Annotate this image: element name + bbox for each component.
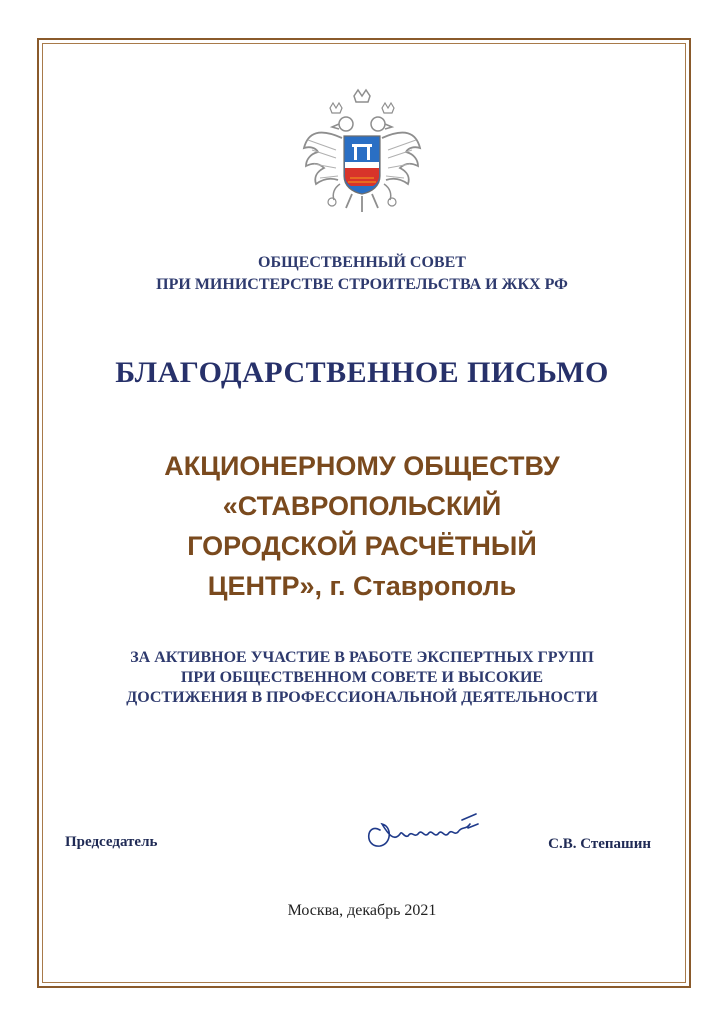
signatory-name: С.В. Степашин xyxy=(548,836,651,852)
recipient-line-2: «СТАВРОПОЛЬСКИЙ xyxy=(222,491,502,521)
reason-line-1: ЗА АКТИВНОЕ УЧАСТИЕ В РАБОТЕ ЭКСПЕРТНЫХ ГРУПП xyxy=(130,649,594,666)
council-line-2: ПРИ МИНИСТЕРСТВЕ СТРОИТЕЛЬСТВА И ЖКХ РФ xyxy=(156,276,568,293)
recipient-block xyxy=(70,446,654,606)
reason-block xyxy=(60,648,664,708)
council-header xyxy=(60,252,664,296)
council-line-1: ОБЩЕСТВЕННЫЙ СОВЕТ xyxy=(258,254,466,271)
reason-line-3: ДОСТИЖЕНИЯ В ПРОФЕССИОНАЛЬНОЙ ДЕЯТЕЛЬНОСТИ xyxy=(126,689,598,706)
signatory-title: Председатель xyxy=(65,834,158,850)
reason-line-2: ПРИ ОБЩЕСТВЕННОМ СОВЕТЕ И ВЫСОКИЕ xyxy=(180,669,544,686)
ministry-emblem-icon xyxy=(300,88,424,218)
place-and-date: Москва, декабрь 2021 xyxy=(287,902,437,919)
recipient-line-4: ЦЕНТР», г. Ставрополь xyxy=(207,571,517,601)
handwritten-signature xyxy=(358,800,488,860)
recipient-line-1: АКЦИОНЕРНОМУ ОБЩЕСТВУ xyxy=(164,451,560,481)
recipient-line-3: ГОРОДСКОЙ РАСЧЁТНЫЙ xyxy=(187,531,537,561)
document-title: БЛАГОДАРСТВЕННОЕ ПИСЬМО xyxy=(115,356,609,389)
